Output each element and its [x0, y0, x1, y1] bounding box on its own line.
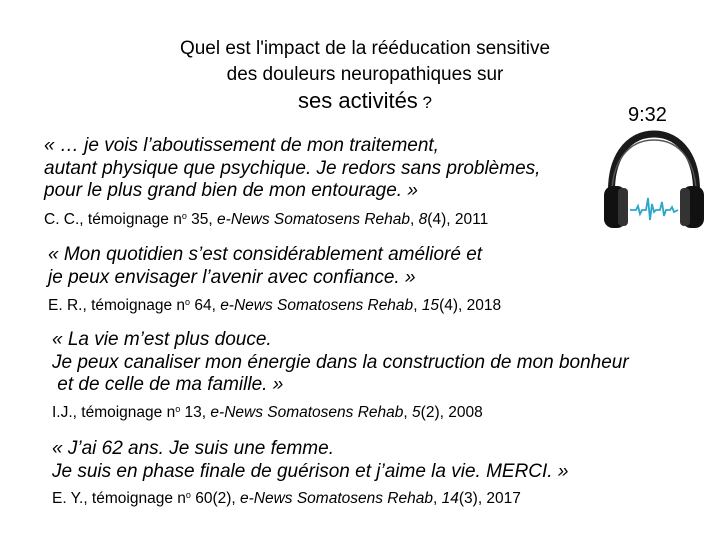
citation-volume: 8 [418, 211, 428, 228]
quote-line: je peux envisager l’avenir avec confiance. » [48, 266, 416, 288]
testimonial-2-citation [48, 292, 501, 316]
citation-separator: , [433, 490, 442, 507]
citation-issue-year: (4), 2018 [439, 297, 502, 314]
quote-line: pour le plus grand bien de mon entourage. » [44, 180, 418, 201]
citation-author: I.J., témoignage n [52, 404, 176, 421]
citation-superscript: o [181, 211, 187, 221]
citation-issue-year: (3), 2017 [458, 490, 521, 507]
title-line-1: Quel est l'impact de la rééducation sensitive [179, 38, 551, 59]
testimonial-2-quote [48, 244, 482, 289]
citation-volume: 14 [441, 490, 459, 507]
quote-line: Je peux canaliser mon énergie dans la construction de mon bonheur [52, 351, 629, 373]
citation-author: E. Y., témoignage n [52, 490, 186, 507]
quote-line: Je suis en phase finale de guérison et j’aime la vie. MERCI. » [52, 460, 569, 482]
testimonial-1-citation [44, 206, 488, 230]
quote-line: autant physique que psychique. Je redors sans problèmes, [44, 157, 541, 179]
testimonial-1-quote [44, 135, 540, 203]
testimonial-4-citation [52, 485, 521, 509]
citation-separator: , [403, 404, 413, 421]
page-title [120, 36, 610, 116]
quote-line: et de celle de ma famille. » [52, 374, 284, 395]
citation-superscript: o [185, 490, 191, 500]
timestamp: 9:32 [628, 104, 667, 126]
title-emphasis: ses activités [297, 88, 418, 113]
citation-journal: e-News Somatosens Rehab [217, 211, 411, 228]
headphones-icon [598, 128, 710, 238]
quote-line: « Mon quotidien s’est considérablement amélioré et [48, 244, 483, 265]
citation-volume: 15 [421, 297, 440, 314]
title-question-mark: ? [417, 93, 432, 112]
testimonial-3-citation [52, 399, 483, 423]
citation-number: 64, [190, 297, 221, 314]
title-line-3 [120, 88, 610, 116]
quote-line: « … je vois l’aboutissement de mon traitement, [44, 135, 439, 156]
citation-volume: 5 [412, 404, 421, 421]
citation-number: 35, [186, 211, 218, 228]
citation-journal: e-News Somatosens Rehab [240, 490, 433, 507]
citation-author: C. C., témoignage n [44, 211, 182, 228]
citation-superscript: o [175, 404, 181, 414]
citation-journal: e-News Somatosens Rehab [210, 404, 404, 421]
testimonial-4-quote [52, 438, 568, 483]
citation-number: 60(2), [190, 490, 240, 507]
quote-line: « La vie m’est plus douce. [52, 329, 272, 350]
citation-issue-year: (2), 2008 [420, 404, 483, 421]
title-line-2: des douleurs neuropathiques sur [226, 64, 504, 85]
citation-separator: , [413, 297, 422, 314]
citation-number: 13, [180, 404, 211, 421]
testimonial-3-quote [52, 329, 629, 397]
citation-superscript: o [185, 297, 191, 307]
quote-line: « J’ai 62 ans. Je suis une femme. [52, 438, 334, 459]
citation-journal: e-News Somatosens Rehab [220, 297, 414, 314]
citation-issue-year: (4), 2011 [427, 211, 489, 228]
citation-author: E. R., témoignage n [48, 297, 185, 314]
citation-separator: , [410, 211, 419, 228]
